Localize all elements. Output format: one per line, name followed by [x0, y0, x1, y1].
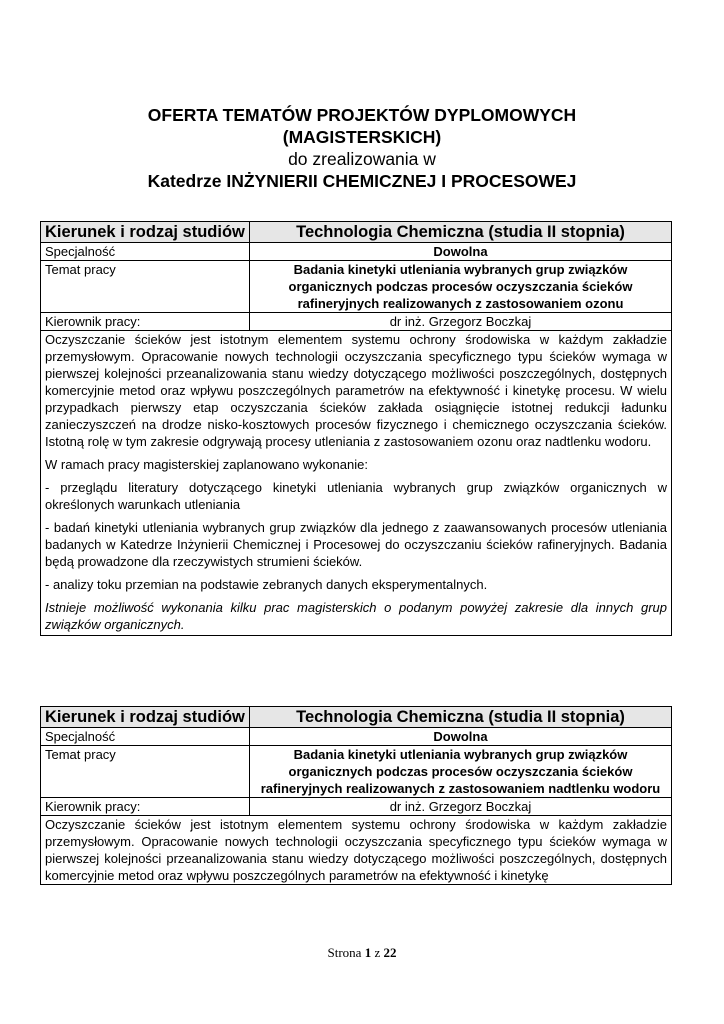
- description-cell: [41, 331, 672, 636]
- temat-row: [41, 261, 672, 313]
- header-subtitle: (MAGISTERSKICH): [282, 127, 442, 147]
- kierunek-label: Kierunek i rodzaj studiów: [41, 222, 250, 243]
- page-footer: Strona 1 z 22: [327, 945, 397, 960]
- description-row: [41, 816, 672, 885]
- specjalnosc-row: [41, 728, 672, 746]
- topic-table-1: [40, 221, 672, 636]
- page-total: 22: [383, 945, 397, 960]
- temat-value: Badania kinetyki utleniania wybranych grup związków organicznych podczas procesów oczyszczania ścieków rafineryjnych realizowanych z zastosowaniem nadtlenku wodoru: [250, 746, 672, 798]
- kierunek-row: [41, 222, 672, 243]
- specjalnosc-label: Specjalność: [41, 728, 250, 746]
- kierownik-value: dr inż. Grzegorz Boczkaj: [250, 798, 672, 816]
- kierownik-row: [41, 313, 672, 331]
- description-cell: [41, 816, 672, 885]
- header-department: Katedrze INŻYNIERII CHEMICZNEJ I PROCESOWEJ: [147, 171, 577, 191]
- kierunek-value: Technologia Chemiczna (studia II stopnia): [250, 222, 672, 243]
- header-intro: do zrealizowania w: [288, 149, 436, 169]
- kierunek-label: Kierunek i rodzaj studiów: [41, 707, 250, 728]
- description-paragraph: - badań kinetyki utleniania wybranych grup związków dla jednego z zaawansowanych procesów utleniania badanych w Katedrze Inżynierii Chemicznej i Procesowej do oczyszczaniu ścieków rafineryjnych. Badania będą prowadzone dla rzeczywistych strumieni ścieków.: [45, 520, 667, 569]
- specjalnosc-value: Dowolna: [250, 243, 672, 261]
- kierownik-label: Kierownik pracy:: [41, 798, 250, 816]
- description-paragraph: - przeglądu literatury dotyczącego kinetyki utleniania wybranych grup związków organicznych w określonych warunkach utleniania: [45, 480, 667, 512]
- specjalnosc-row: [41, 243, 672, 261]
- description-row: [41, 331, 672, 636]
- kierownik-value: dr inż. Grzegorz Boczkaj: [250, 313, 672, 331]
- kierunek-row: [41, 707, 672, 728]
- description-note: Istnieje możliwość wykonania kilku prac magisterskich o podanym powyżej zakresie dla innych grup związków organicznych.: [45, 600, 667, 632]
- kierownik-label: Kierownik pracy:: [41, 313, 250, 331]
- specjalnosc-value: Dowolna: [250, 728, 672, 746]
- temat-value: Badania kinetyki utleniania wybranych grup związków organicznych podczas procesów oczyszczania ścieków rafineryjnych realizowanych z zastosowaniem ozonu: [250, 261, 672, 313]
- description-paragraph: Oczyszczanie ścieków jest istotnym elementem systemu ochrony środowiska w każdym zakładzie przemysłowym. Opracowanie nowych technologii oczyszczania specyficznego typu ścieków wymaga w pierwszej kolejności przeanalizowania stanu wiedzy dotyczącego możliwości poszczególnych, dostępnych komercyjnie metod oraz wpływu poszczególnych parametrów na efektywność i kinetykę procesu. W wielu przypadkach pierwszy etap oczyszczania ścieków zakłada osiągnięcie istotnej redukcji ładunku zanieczyszczeń na drodze nisko-kosztowych procesów fizycznego i chemicznego oczyszczania ścieków. Istotną rolę w tym zakresie odgrywają procesy utleniania z zastosowaniem ozonu oraz nadtlenku wodoru.: [45, 332, 667, 449]
- kierunek-value: Technologia Chemiczna (studia II stopnia): [250, 707, 672, 728]
- page-number: 1: [364, 945, 372, 960]
- temat-label: Temat pracy: [41, 746, 250, 798]
- temat-label: Temat pracy: [41, 261, 250, 313]
- topic-table-2: [40, 706, 672, 885]
- description-paragraph: - analizy toku przemian na podstawie zebranych danych eksperymentalnych.: [45, 577, 488, 592]
- document-header: [60, 104, 664, 192]
- header-title: OFERTA TEMATÓW PROJEKTÓW DYPLOMOWYCH: [147, 105, 577, 125]
- temat-row: [41, 746, 672, 798]
- description-paragraph: W ramach pracy magisterskiej zaplanowano wykonanie:: [45, 457, 368, 472]
- description-paragraph: Oczyszczanie ścieków jest istotnym elementem systemu ochrony środowiska w każdym zakładzie przemysłowym. Opracowanie nowych technologii oczyszczania specyficznego typu ścieków wymaga w pierwszej kolejności przeanalizowania stanu wiedzy dotyczącego możliwości poszczególnych, dostępnych komercyjnie metod oraz wpływu poszczególnych parametrów na efektywność i kinetykę: [45, 817, 667, 883]
- kierownik-row: [41, 798, 672, 816]
- specjalnosc-label: Specjalność: [41, 243, 250, 261]
